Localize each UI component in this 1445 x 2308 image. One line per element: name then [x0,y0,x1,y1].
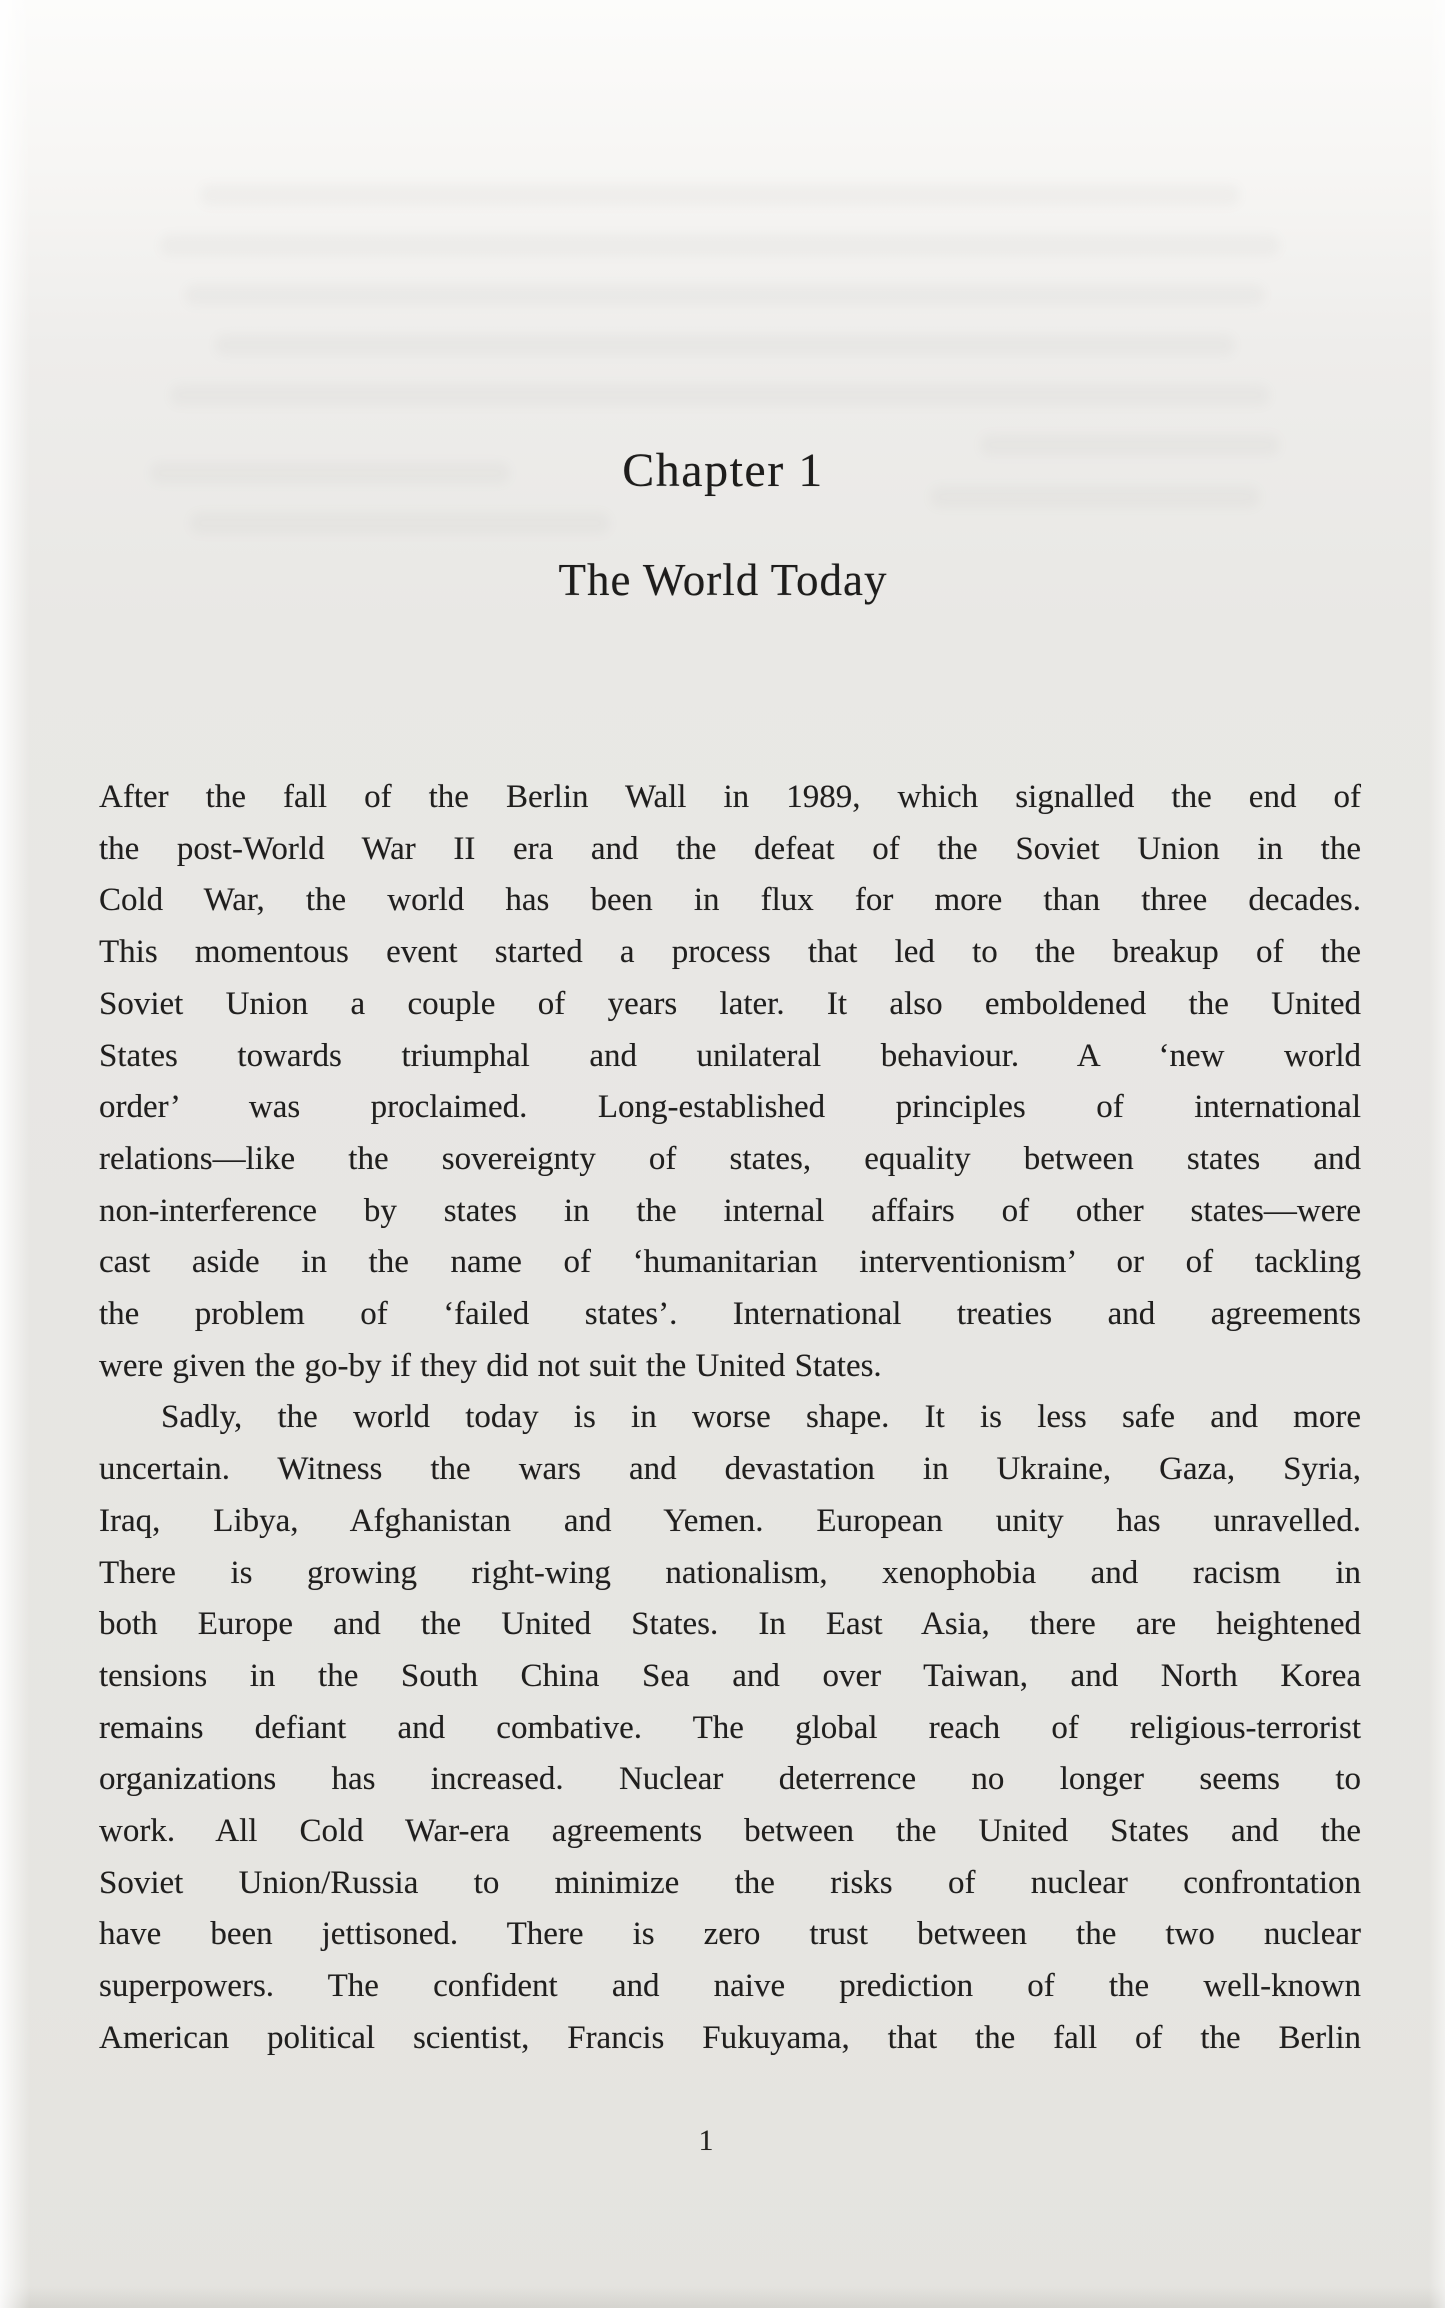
showthrough-line [170,384,1270,406]
showthrough-line [160,234,1280,256]
text-line: Iraq, Libya, Afghanistan and Yemen. European unity has unravelled. [99,1502,1361,1539]
text-line: Cold War, the world has been in flux for more than three decades. [99,882,1361,919]
text-line: American political scientist, Francis Fukuyama, that the fall of the Berlin [99,2019,1361,2056]
showthrough-line [190,512,610,534]
text-line: States towards triumphal and unilateral behaviour. A ‘new world [99,1037,1361,1074]
paragraph [99,1392,1361,2064]
text-line: work. All Cold War-era agreements between the United States and the [99,1813,1361,1850]
text-line: After the fall of the Berlin Wall in 1989, which signalled the end of [99,779,1361,815]
text-line: uncertain. Witness the wars and devastation in Ukraine, Gaza, Syria, [99,1451,1361,1488]
chapter-heading: Chapter 1 [622,444,824,497]
text-line: relations—like the sovereignty of states, equality between states and [99,1140,1361,1177]
text-line: the problem of ‘failed states’. International treaties and agreements [99,1296,1361,1333]
showthrough-line [200,184,1240,206]
text-line: Soviet Union/Russia to minimize the risks of nuclear confrontation [99,1864,1361,1901]
text-line: the post-World War II era and the defeat of the Soviet Union in the [99,830,1361,867]
text-line: Soviet Union a couple of years later. It also emboldened the United [99,985,1361,1022]
text-line: Sadly, the world today is in worse shape. It is less safe and more [161,1399,1361,1436]
text-line: have been jettisoned. There is zero trust between the two nuclear [99,1916,1361,1953]
text-line: There is growing right-wing nationalism, xenophobia and racism in [99,1554,1361,1591]
paragraph [99,772,1361,1392]
text-line: non-interference by states in the internal affairs of other states—were [99,1192,1361,1229]
showthrough-line [215,334,1235,356]
text-line: remains defiant and combative. The global reach of religious-terrorist [99,1709,1361,1746]
text-line: order’ was proclaimed. Long-established principles of international [99,1089,1361,1126]
text-line: were given the go-by if they did not suit the United States. [99,1347,882,1384]
body-text [99,772,1361,2065]
text-line: both Europe and the United States. In East Asia, there are heightened [99,1606,1361,1643]
text-line: superpowers. The confident and naive prediction of the well-known [99,1968,1361,2005]
text-line: cast aside in the name of ‘humanitarian interventionism’ or of tackling [99,1244,1361,1281]
text-line: organizations has increased. Nuclear deterrence no longer seems to [99,1761,1361,1798]
chapter-title: The World Today [558,555,888,605]
text-line: This momentous event started a process that led to the breakup of the [99,934,1361,971]
text-line: tensions in the South China Sea and over Taiwan, and North Korea [99,1657,1361,1694]
page-number: 1 [698,2124,714,2157]
showthrough-line [185,284,1265,306]
